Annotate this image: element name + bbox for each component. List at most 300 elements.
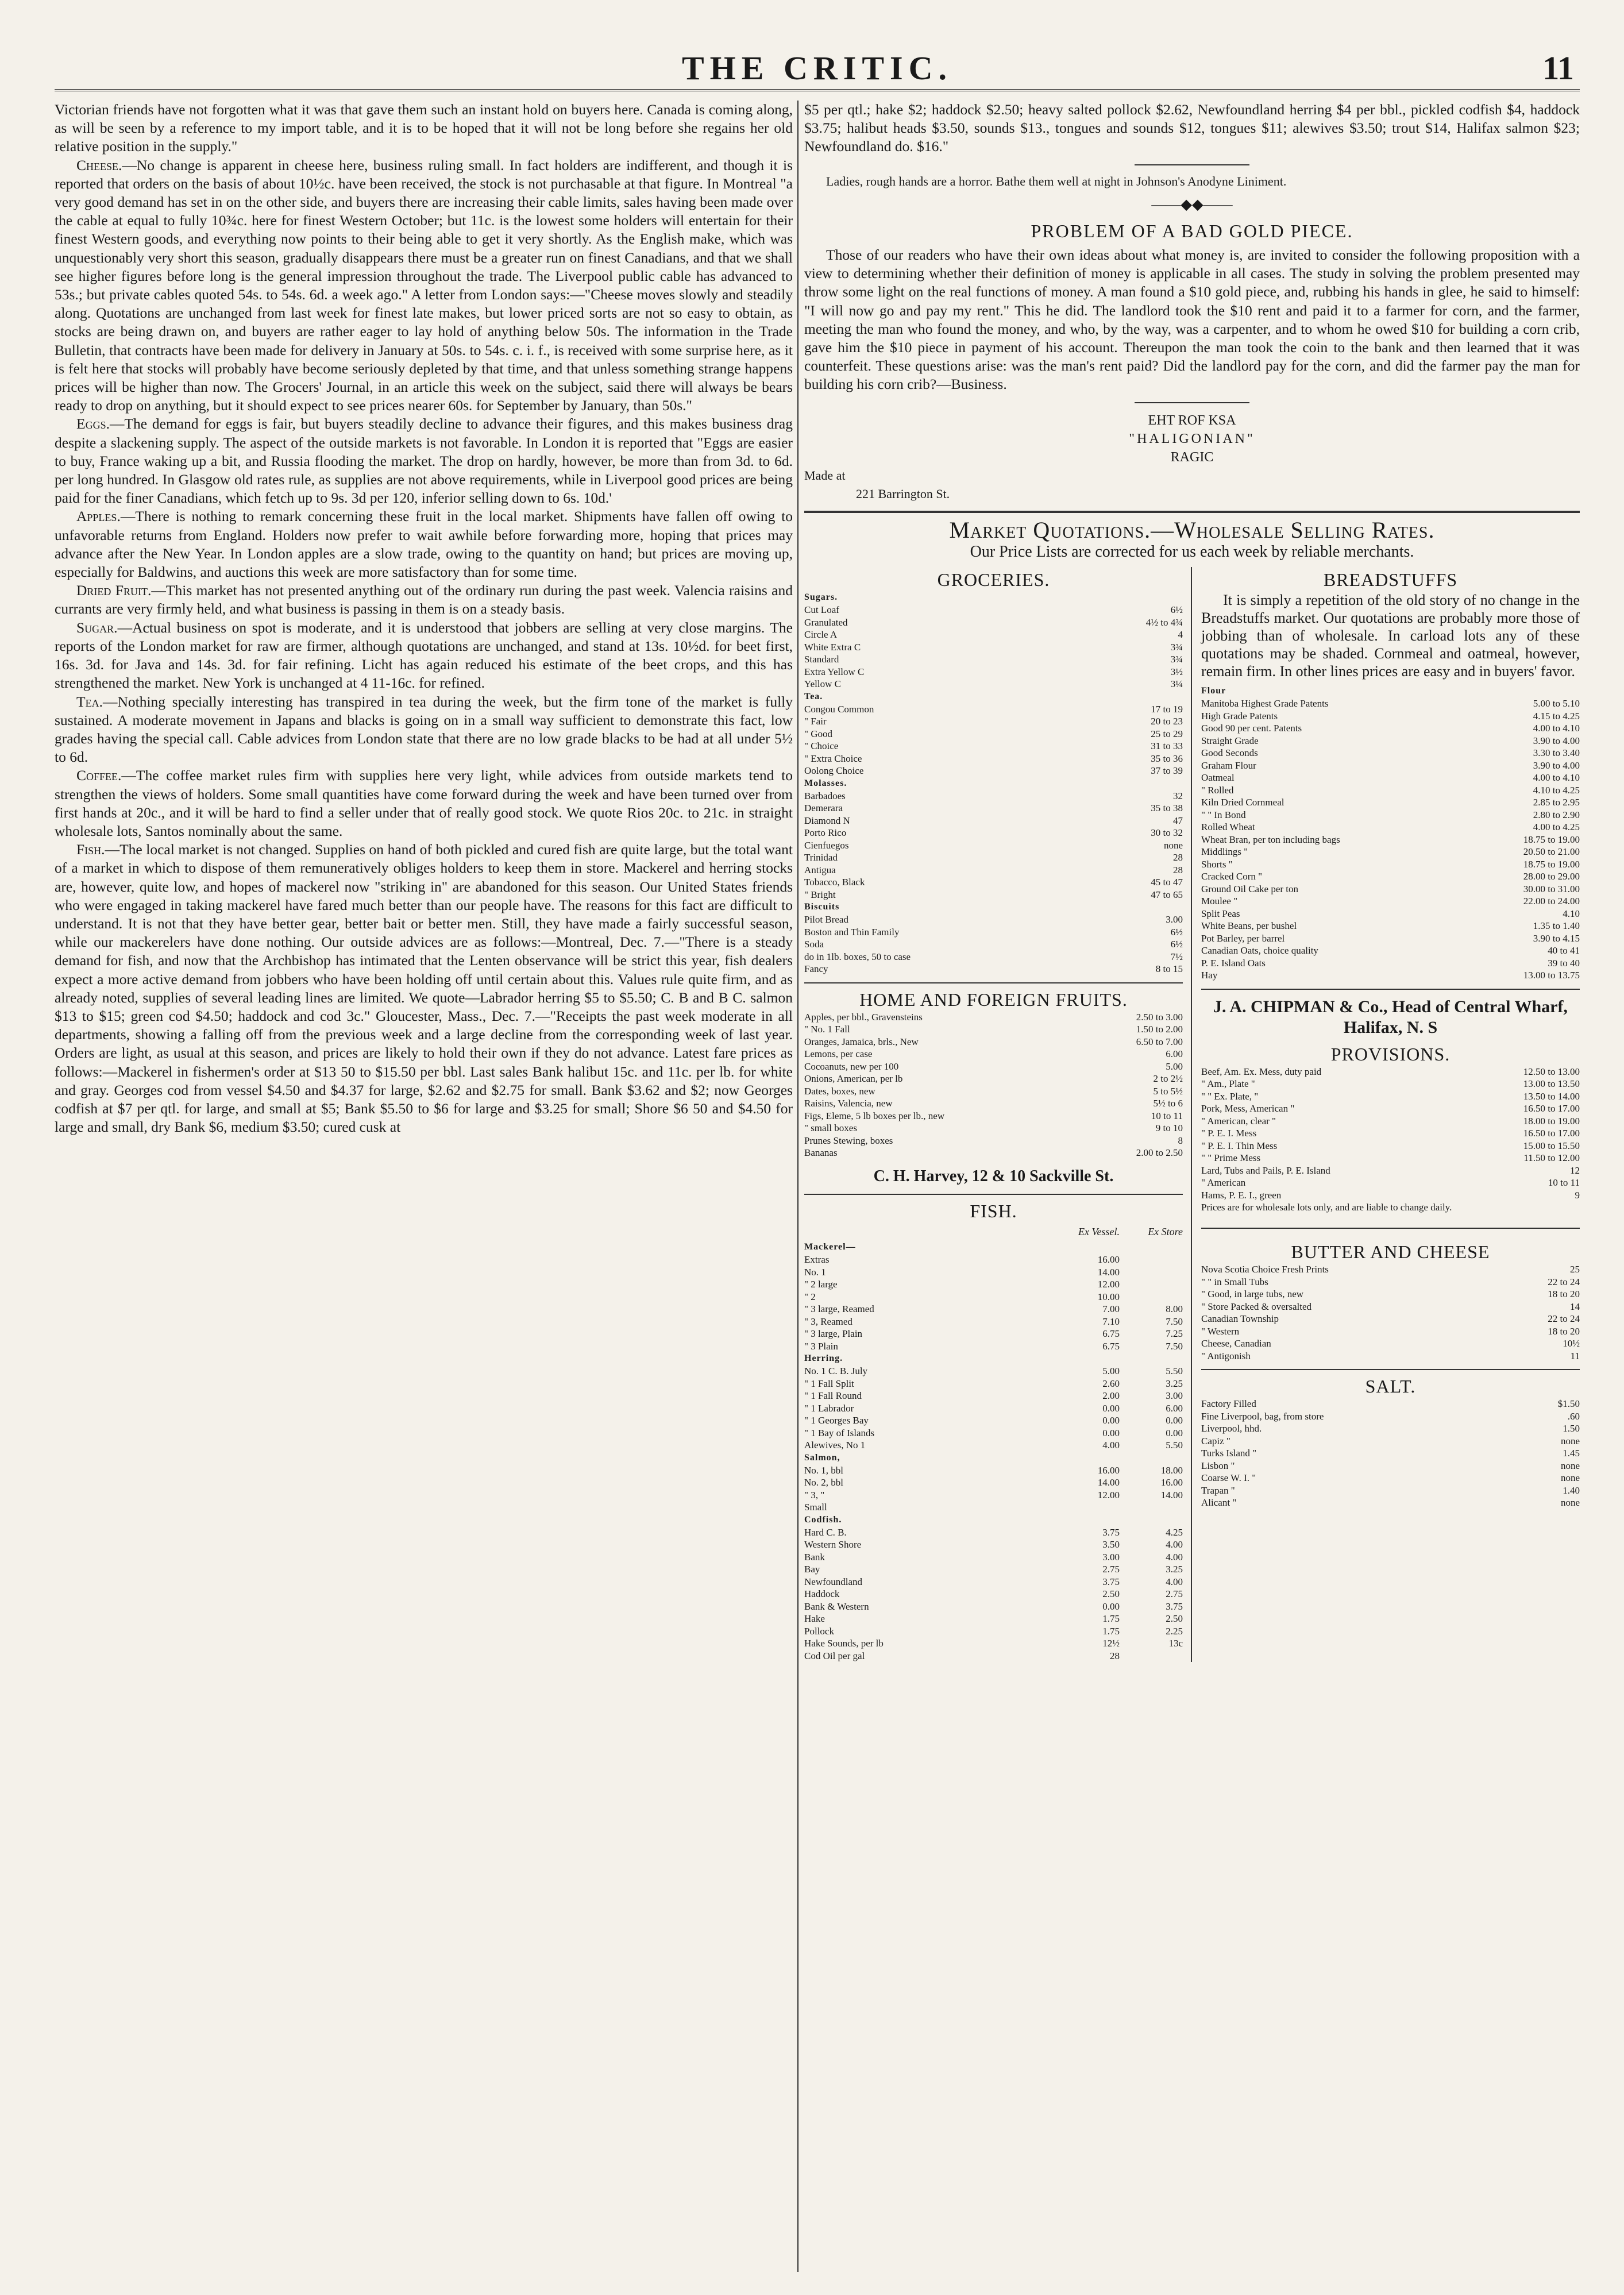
price-row xyxy=(804,802,1183,815)
ex-store-price: 3.25 xyxy=(1166,1378,1183,1389)
item-price: 3¾ xyxy=(1170,641,1183,653)
ex-vessel-label: Ex Vessel. xyxy=(1078,1226,1120,1238)
fruits-list xyxy=(804,1011,1183,1159)
category-label: Flour xyxy=(1201,686,1226,696)
item-name: Beef, Am. Ex. Mess, duty paid xyxy=(1201,1066,1322,1077)
price-row xyxy=(804,1414,1183,1427)
item-price: 28 xyxy=(1173,852,1183,863)
price-row xyxy=(1201,759,1580,772)
ex-store-price: 3.75 xyxy=(1166,1600,1183,1612)
price-row xyxy=(1201,1325,1580,1338)
price-row xyxy=(804,1303,1183,1316)
price-row xyxy=(804,1427,1183,1440)
item-name: P. E. Island Oats xyxy=(1201,957,1266,969)
liniment-ad: Ladies, rough hands are a horror. Bathe them well at night in Johnson's Anodyne Liniment. xyxy=(826,173,1287,188)
item-price: 1.35 to 1.40 xyxy=(1533,920,1580,932)
price-row xyxy=(1201,1496,1580,1509)
ex-store-price: 7.50 xyxy=(1166,1316,1183,1327)
price-row xyxy=(1201,1337,1580,1350)
butter-list xyxy=(1201,1263,1580,1362)
salt-list xyxy=(1201,1398,1580,1509)
harvey-ad: C. H. Harvey, 12 & 10 Sackville St. xyxy=(873,1167,1114,1185)
price-row xyxy=(804,1464,1183,1477)
groceries-list xyxy=(804,591,1183,975)
price-row xyxy=(804,1637,1183,1650)
price-row xyxy=(1201,858,1580,871)
item-name: Extra Yellow C xyxy=(804,666,865,677)
item-name: " 2 large xyxy=(804,1279,838,1290)
price-row xyxy=(1201,1201,1580,1214)
price-row xyxy=(1201,821,1580,834)
market-left-column xyxy=(804,567,1192,1662)
breadstuffs-heading: BREADSTUFFS xyxy=(1323,569,1458,591)
item-price: 3½ xyxy=(1170,666,1183,677)
price-row xyxy=(804,1060,1183,1073)
price-row xyxy=(1201,809,1580,821)
item-name: Haddock xyxy=(804,1588,840,1600)
price-row xyxy=(804,1576,1183,1588)
price-row xyxy=(1201,834,1580,846)
item-name: Hams, P. E. I., green xyxy=(1201,1189,1282,1201)
item-price: 47 to 65 xyxy=(1151,889,1183,900)
item-name: Bank & Western xyxy=(804,1600,869,1612)
item-price: 30 to 32 xyxy=(1151,827,1183,839)
eggs-paragraph: Eggs.—The demand for eggs is fair, but buyers steadily decline to advance their figures, and this makes business drag despite a slackening supply. The aspect of the outside markets is not favorable. In London it is reported that "Eggs are easier to buy, France waking up a bit, and Russia flooding the market. The drop on hardly, however, be more than from 3d. to 6d. per long hundred. In Glasgow old rates rule, as supplies are not above requirements, while in Liverpool good prices are being paid for the finer Canadians, which fetch up to 9s. 3d per 120, inferior selling down to 6s. 10d.' xyxy=(55,415,793,507)
item-name: Fancy xyxy=(804,963,828,975)
item-name: Prices are for wholesale lots only, and are liable to change daily. xyxy=(1201,1202,1452,1213)
price-row xyxy=(1201,1066,1580,1078)
item-price: 4.10 to 4.25 xyxy=(1533,784,1580,796)
item-price: 3¾ xyxy=(1170,654,1183,665)
item-name: " Good xyxy=(804,728,832,739)
price-row xyxy=(804,938,1183,951)
item-price: 4.00 to 4.10 xyxy=(1533,772,1580,784)
price-row xyxy=(804,604,1183,616)
item-price: 1.50 xyxy=(1563,1423,1580,1434)
item-price: 16.50 to 17.00 xyxy=(1523,1103,1580,1114)
ex-vessel-price: 5.00 xyxy=(1102,1366,1120,1377)
item-price: .60 xyxy=(1567,1410,1580,1422)
price-row xyxy=(804,653,1183,666)
item-price: 25 xyxy=(1570,1264,1580,1275)
item-name: White Extra C xyxy=(804,641,861,653)
item-name: Trapan " xyxy=(1201,1484,1235,1496)
item-name: Cracked Corn " xyxy=(1201,871,1263,882)
ex-vessel-price: 12.00 xyxy=(1097,1489,1120,1501)
price-row xyxy=(1201,1313,1580,1325)
ex-vessel-price: 6.75 xyxy=(1102,1328,1120,1340)
divider xyxy=(1135,164,1249,165)
price-row xyxy=(1201,796,1580,809)
item-name: Rolled Wheat xyxy=(1201,821,1255,833)
item-name: " 3, " xyxy=(804,1489,825,1501)
ex-store-price xyxy=(1120,1278,1183,1291)
price-row xyxy=(804,1613,1183,1625)
ex-store-price: 2.75 xyxy=(1166,1588,1183,1600)
item-price: 35 to 38 xyxy=(1151,803,1183,814)
ex-store-price: 7.50 xyxy=(1166,1340,1183,1352)
price-row xyxy=(804,851,1183,864)
item-price: 14 xyxy=(1570,1301,1580,1312)
item-name: Raisins, Valencia, new xyxy=(804,1098,893,1109)
price-row xyxy=(1201,870,1580,883)
price-row xyxy=(1201,1102,1580,1115)
price-row xyxy=(804,1501,1183,1514)
price-row xyxy=(804,1563,1183,1576)
ex-vessel-price xyxy=(1056,1501,1120,1514)
item-name: " Am., Plate " xyxy=(1201,1078,1255,1090)
ex-store-price: 7.25 xyxy=(1166,1328,1183,1340)
price-row xyxy=(1201,1078,1580,1090)
price-row xyxy=(804,1036,1183,1048)
item-price: 12 xyxy=(1570,1164,1580,1176)
item-price: none xyxy=(1560,1472,1580,1484)
item-name: High Grade Patents xyxy=(1201,710,1278,722)
price-row xyxy=(1201,772,1580,784)
item-name: Congou Common xyxy=(804,703,874,715)
butter-heading: BUTTER AND CHEESE xyxy=(1291,1241,1490,1262)
price-row xyxy=(1201,1484,1580,1497)
price-row xyxy=(804,1328,1183,1340)
ex-store-price: 4.00 xyxy=(1166,1539,1183,1550)
price-row xyxy=(1201,1177,1580,1189)
ex-store-price: 3.25 xyxy=(1166,1564,1183,1575)
item-name: " 3 large, Plain xyxy=(804,1328,863,1340)
item-name: " " Ex. Plate, " xyxy=(1201,1090,1259,1102)
item-name: Granulated xyxy=(804,616,848,628)
item-name: " Rolled xyxy=(1201,784,1234,796)
item-name: Manitoba Highest Grade Patents xyxy=(1201,698,1329,709)
item-price: 32 xyxy=(1173,790,1183,801)
ex-store-price: 2.50 xyxy=(1166,1613,1183,1625)
price-row xyxy=(1201,1472,1580,1484)
dried-fruit-paragraph: Dried Fruit.—This market has not presented anything out of the ordinary run during the past week. Valencia raisins and currants are very firmly held, and what business is passing in them is on a steady basis. xyxy=(55,582,793,618)
price-row xyxy=(1201,920,1580,932)
market-grid xyxy=(804,567,1580,1662)
item-name: Barbadoes xyxy=(804,790,846,801)
price-row xyxy=(1201,1288,1580,1301)
item-name: Fine Liverpool, bag, from store xyxy=(1201,1410,1324,1422)
newspaper-title: THE CRITIC. xyxy=(682,49,952,87)
item-name: Circle A xyxy=(804,629,838,641)
ex-vessel-price: 16.00 xyxy=(1097,1254,1120,1266)
item-name: Canadian Oats, choice quality xyxy=(1201,945,1318,956)
price-row xyxy=(804,1253,1183,1266)
item-name: Antigua xyxy=(804,864,836,875)
price-row xyxy=(804,815,1183,827)
item-name: " " in Small Tubs xyxy=(1201,1276,1268,1287)
item-name: " 3 Plain xyxy=(804,1340,838,1352)
item-name: Straight Grade xyxy=(1201,735,1259,746)
item-name: Canadian Township xyxy=(1201,1313,1279,1325)
page-number: 11 xyxy=(1542,49,1574,87)
ex-vessel-price: 2.60 xyxy=(1102,1378,1120,1389)
price-row xyxy=(1201,1447,1580,1460)
ex-vessel-price: 3.50 xyxy=(1102,1539,1120,1550)
item-name: " Store Packed & oversalted xyxy=(1201,1301,1311,1312)
item-price: 11.50 to 12.00 xyxy=(1523,1152,1580,1164)
item-name: Newfoundland xyxy=(804,1576,863,1587)
category-label: Biscuits xyxy=(804,902,840,912)
category-label: Sugars. xyxy=(804,592,838,603)
price-row xyxy=(804,1600,1183,1613)
item-price: 3.30 to 3.40 xyxy=(1533,747,1580,759)
item-name: " Extra Choice xyxy=(804,753,862,764)
puzzle-line-3: RAGIC xyxy=(1170,450,1214,465)
ex-store-price xyxy=(1120,1291,1183,1303)
left-column xyxy=(55,101,793,1136)
item-price: 18.75 to 19.00 xyxy=(1523,834,1580,845)
item-name: Hard C. B. xyxy=(804,1526,847,1538)
price-row xyxy=(1201,895,1580,908)
item-name: Shorts " xyxy=(1201,858,1233,870)
problem-heading: PROBLEM OF A BAD GOLD PIECE. xyxy=(1031,220,1353,241)
price-row xyxy=(1201,969,1580,982)
category-label: Salmon, xyxy=(804,1452,840,1463)
ex-store-price: 0.00 xyxy=(1166,1427,1183,1438)
item-name: Porto Rico xyxy=(804,827,847,839)
item-price: 3.00 xyxy=(1166,914,1183,925)
item-price: 28.00 to 29.00 xyxy=(1523,871,1580,882)
fish-paragraph: Fish.—The local market is not changed. Supplies on hand of both pickled and cured fish are quite large, but the total want of a market in which to dispose of them remuneratively obliges holders to keep them in store. Mackerel and herring stocks are, however, quite low, and hopes of mackerel now "striking in" are abandoned for this season. Our United States friends who were engaged in taking mackerel have fared much better than our people have. The reasons for this fact are difficult to understand. It is not that they have better gear, better bait or better men. Still, they have made a fairly successful season, while our mackerelers have done nothing. Our outside advices are as follows:—Montreal, Dec. 7.—"There is a steady demand for fish, and now that the Archbishop has intimated that the Lenten observance will be strict this year, fish dealers expect a more active demand from jobbers who have been holding off until certain about this. Values rule quite firm, and as already noted, supplies of several leading lines are limited. We quote—Labrador herring $5 to $5.50; C. B and B C. salmon $13 to $15; green cod $4.50; haddock and cod 3c." Gloucester, Mass., Dec. 7.—"Receipts the past week moderate in all departments, showing a falling off from the previous week and a large decline from the corresponding week of last year. Orders are light, as usual at this season, and prices are likely to hold their own if they do not advance. Latest fare prices as follows:—Mackerel in fishermen's order at $13 50 to $15.50 per bbl. Last sales Bank halibut 15c. and 11c. per lb. for white and gray. Georges cod from vessel $4.50 and $4.37 for large, $2.62 and $2.75 for small. Bank $3.62 and $2; now Georges codfish at $7 per qtl. for large, and small at $5; Bank $5.50 to $6 for large and $3.25 for small; Shore $6 50 and $4.50 for large and small, dry Bank $6, medium $3.50; cured cusk at xyxy=(55,841,793,1136)
item-price: 18 to 20 xyxy=(1548,1289,1580,1300)
item-name: " 2 xyxy=(804,1291,816,1302)
item-name: Western Shore xyxy=(804,1539,862,1550)
item-price: 3.90 to 4.15 xyxy=(1533,932,1580,944)
puzzle-line-4: Made at xyxy=(804,468,846,483)
item-name: Hay xyxy=(1201,970,1218,981)
price-row xyxy=(804,628,1183,641)
ex-store-price: 14.00 xyxy=(1160,1489,1183,1501)
category-label: Molasses. xyxy=(804,778,847,788)
price-row xyxy=(1201,1276,1580,1289)
groceries-heading: GROCERIES. xyxy=(937,569,1050,591)
category-label: Tea. xyxy=(804,691,823,701)
flour-list xyxy=(1201,685,1580,982)
item-price: 18.00 to 19.00 xyxy=(1523,1115,1580,1127)
item-name: Pilot Bread xyxy=(804,914,848,925)
price-row xyxy=(804,1340,1183,1353)
item-name: Dates, boxes, new xyxy=(804,1085,875,1097)
item-name: No. 1 C. B. July xyxy=(804,1366,868,1377)
item-price: 7½ xyxy=(1170,951,1183,962)
item-name: Cocoanuts, new per 100 xyxy=(804,1060,899,1072)
price-row xyxy=(804,1365,1183,1378)
price-row xyxy=(1201,710,1580,723)
ex-store-price: 6.00 xyxy=(1166,1402,1183,1414)
price-row xyxy=(804,790,1183,803)
ex-vessel-price: 3.75 xyxy=(1102,1576,1120,1587)
price-row xyxy=(804,1402,1183,1415)
price-row xyxy=(1201,944,1580,957)
item-name: Wheat Bran, per ton including bags xyxy=(1201,834,1340,845)
item-name: " Antigonish xyxy=(1201,1350,1251,1361)
puzzle-line-5: 221 Barrington St. xyxy=(856,487,950,502)
coffee-paragraph: Coffee.—The coffee market rules firm with supplies here very light, while advices from outside markets tend to strengthen the views of holders. Some small quantities have come forward during the week and have been turned over from first hands at 20c., and it will be hard to find a seller under that of really good stock. We quote Rios 20c. to 21c. in straight wholesale lots, Santos nominally about the same. xyxy=(55,767,793,839)
item-name: No. 1, bbl xyxy=(804,1464,843,1476)
item-name: Onions, American, per lb xyxy=(804,1073,903,1085)
salt-heading: SALT. xyxy=(1365,1376,1416,1397)
price-row xyxy=(1201,1398,1580,1410)
price-row xyxy=(804,839,1183,852)
ex-vessel-price: 0.00 xyxy=(1102,1427,1120,1438)
item-price: 1.40 xyxy=(1563,1484,1580,1496)
item-price: 18.75 to 19.00 xyxy=(1523,858,1580,870)
item-name: Standard xyxy=(804,654,839,665)
ex-store-price: 2.25 xyxy=(1166,1625,1183,1637)
price-row xyxy=(804,827,1183,839)
item-name: White Beans, per bushel xyxy=(1201,920,1297,932)
ex-store-price: 18.00 xyxy=(1160,1464,1183,1476)
item-name: Small xyxy=(804,1502,827,1513)
item-name: Trinidad xyxy=(804,852,838,863)
masthead xyxy=(55,49,1580,91)
item-price: 13.50 to 14.00 xyxy=(1523,1090,1580,1102)
price-row xyxy=(1201,697,1580,710)
item-name: Turks Island " xyxy=(1201,1448,1257,1459)
ex-store-price: 16.00 xyxy=(1160,1477,1183,1488)
item-name: Demerara xyxy=(804,803,843,814)
item-name: " 3, Reamed xyxy=(804,1316,852,1327)
item-price: 9 xyxy=(1575,1189,1580,1201)
item-price: 2.50 to 3.00 xyxy=(1136,1011,1183,1023)
price-row xyxy=(804,740,1183,753)
ex-vessel-price: 0.00 xyxy=(1102,1402,1120,1414)
item-price: 5.00 xyxy=(1166,1060,1183,1072)
ex-vessel-price: 3.00 xyxy=(1102,1551,1120,1563)
item-price: 13.00 to 13.75 xyxy=(1523,970,1580,981)
price-row xyxy=(1201,1422,1580,1435)
item-price: 12.50 to 13.00 xyxy=(1523,1066,1580,1077)
item-price: 22 to 24 xyxy=(1548,1313,1580,1325)
item-name: Factory Filled xyxy=(1201,1398,1256,1410)
ex-store-price xyxy=(1120,1253,1183,1266)
item-name: Cod Oil per gal xyxy=(804,1650,865,1661)
item-name: Tobacco, Black xyxy=(804,877,865,888)
ex-vessel-price: 12.00 xyxy=(1097,1279,1120,1290)
price-row xyxy=(804,1551,1183,1564)
ex-vessel-price: 28 xyxy=(1110,1650,1120,1661)
fish-heading: FISH. xyxy=(970,1200,1017,1221)
divider xyxy=(1201,989,1580,990)
price-row xyxy=(804,1147,1183,1159)
puzzle-line-2: "HALIGONIAN" xyxy=(1129,431,1255,446)
right-column xyxy=(804,101,1580,1662)
item-price: 25 to 29 xyxy=(1151,728,1183,739)
provisions-heading: PROVISIONS. xyxy=(1330,1043,1451,1064)
fish-list xyxy=(804,1241,1183,1662)
item-price: 20 to 23 xyxy=(1151,716,1183,727)
item-name: Hake xyxy=(804,1613,825,1625)
ex-store-price xyxy=(1120,1501,1183,1514)
price-row xyxy=(1201,1140,1580,1152)
price-row xyxy=(804,1110,1183,1123)
price-row xyxy=(804,616,1183,629)
item-name: do in 1lb. boxes, 50 to case xyxy=(804,951,911,962)
item-price: 3¼ xyxy=(1170,678,1183,690)
item-name: " P. E. I. Thin Mess xyxy=(1201,1140,1278,1151)
apples-paragraph: Apples.—There is nothing to remark concerning these fruit in the local market. Shipments have fallen off owing to unfavorable returns from England. Holders now prefer to wait awhile before forwarding more, hoping that prices may advance after the New Year. In London apples are a slow trade, owing to the quantity on hand; but prices are moving up, especially for Baldwins, and auctions this week are more satisfactory than for some time. xyxy=(55,508,793,581)
ex-vessel-price: 0.00 xyxy=(1102,1600,1120,1612)
item-price: 30.00 to 31.00 xyxy=(1523,883,1580,894)
category-label: Herring. xyxy=(804,1353,843,1364)
item-price: 9 to 10 xyxy=(1155,1123,1183,1134)
item-name: " " Prime Mess xyxy=(1201,1152,1261,1164)
item-price: 16.50 to 17.00 xyxy=(1523,1128,1580,1139)
item-name: Hake Sounds, per lb xyxy=(804,1638,884,1649)
ornament-divider: ——◆◆—— xyxy=(1151,195,1233,213)
item-price: 35 to 36 xyxy=(1151,753,1183,764)
category-label: Mackerel— xyxy=(804,1242,856,1252)
item-price: 4.15 to 4.25 xyxy=(1533,710,1580,722)
price-row xyxy=(804,728,1183,740)
item-name: Alewives, No 1 xyxy=(804,1440,866,1451)
item-name: Prunes Stewing, boxes xyxy=(804,1135,893,1146)
price-row xyxy=(804,1122,1183,1135)
chipman-ad: J. A. CHIPMAN & Co., Head of Central Wharf, Halifax, N. S xyxy=(1213,997,1568,1037)
item-name: Alicant " xyxy=(1201,1497,1237,1509)
price-row xyxy=(804,703,1183,716)
divider xyxy=(804,511,1580,513)
item-name: " Bright xyxy=(804,889,836,900)
price-row xyxy=(804,715,1183,728)
price-row xyxy=(804,951,1183,963)
price-row xyxy=(804,1011,1183,1024)
price-row xyxy=(804,1048,1183,1060)
price-row xyxy=(804,753,1183,765)
price-row xyxy=(804,1650,1183,1663)
item-price: none xyxy=(1163,839,1183,851)
item-price: 4½ to 4¾ xyxy=(1145,616,1183,628)
ex-store-price: 8.00 xyxy=(1166,1303,1183,1315)
item-price: 28 xyxy=(1173,864,1183,875)
item-name: Capiz " xyxy=(1201,1435,1230,1447)
item-price: 2 to 2½ xyxy=(1153,1073,1183,1085)
item-name: " P. E. I. Mess xyxy=(1201,1128,1257,1139)
ex-vessel-price: 16.00 xyxy=(1097,1464,1120,1476)
price-row xyxy=(804,1526,1183,1539)
price-row xyxy=(804,1316,1183,1328)
price-row xyxy=(804,963,1183,975)
price-row xyxy=(804,1588,1183,1600)
item-price: 20.50 to 21.00 xyxy=(1523,846,1580,858)
ex-store-price: 0.00 xyxy=(1166,1415,1183,1426)
item-price: 1.50 to 2.00 xyxy=(1136,1024,1183,1035)
price-row xyxy=(804,1625,1183,1638)
price-row xyxy=(804,1085,1183,1098)
item-name: Bank xyxy=(804,1551,825,1563)
ex-store-price: 13c xyxy=(1168,1638,1183,1649)
item-price: 1.45 xyxy=(1563,1448,1580,1459)
price-row xyxy=(1201,883,1580,896)
item-price: 4.10 xyxy=(1563,908,1580,919)
ex-vessel-price: 14.00 xyxy=(1097,1266,1120,1278)
item-price: 8 to 15 xyxy=(1155,963,1183,975)
ex-vessel-price: 4.00 xyxy=(1102,1440,1120,1451)
ex-store-price xyxy=(1120,1650,1183,1663)
item-name: Coarse W. I. " xyxy=(1201,1472,1256,1484)
item-name: " 3 large, Reamed xyxy=(804,1303,874,1315)
item-price: 11 xyxy=(1570,1350,1580,1361)
price-row xyxy=(804,1097,1183,1110)
divider xyxy=(804,982,1183,983)
item-name: " Fair xyxy=(804,716,827,727)
price-row xyxy=(804,1135,1183,1147)
item-name: " 1 Labrador xyxy=(804,1402,854,1414)
item-name: No. 1 xyxy=(804,1266,826,1278)
market-heading: Market Quotations.—Wholesale Selling Rates. xyxy=(949,516,1435,543)
price-row xyxy=(1201,747,1580,759)
